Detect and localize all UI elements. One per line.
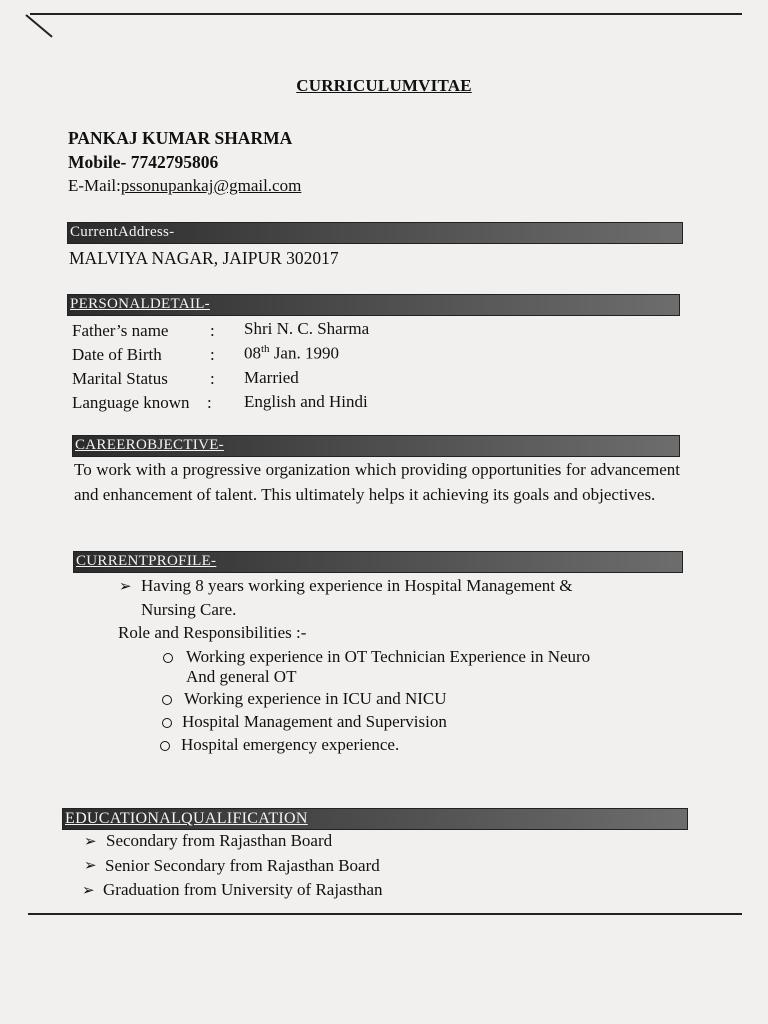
career-objective-text: To work with a progressive organization which providing opportunities for advancement and enhancement of talent. This ultimately helps it achieving its goals and objectives. bbox=[74, 460, 680, 504]
corner-fold-mark bbox=[25, 14, 52, 37]
section-header-personal-detail bbox=[67, 294, 680, 316]
roles-heading: Role and Responsibilities :- bbox=[118, 623, 307, 642]
language-known-label: Language known bbox=[72, 393, 190, 412]
marital-status-value: Married bbox=[244, 368, 299, 387]
education-3-arrow-bullet-icon: ➢ bbox=[82, 883, 95, 899]
experience-line-2: Nursing Care. bbox=[141, 600, 237, 619]
experience-line-1: Having 8 years working experience in Hospital Management & bbox=[141, 576, 573, 595]
experience-arrow-bullet-icon: ➢ bbox=[119, 579, 132, 595]
section-heading-current-profile: CURRENTPROFILE- bbox=[76, 553, 217, 569]
fathers-name-label: Father’s name bbox=[72, 321, 169, 340]
marital-status-colon: : bbox=[210, 369, 215, 388]
candidate-name: PANKAJ KUMAR SHARMA bbox=[68, 128, 293, 148]
section-header-educational-qualification bbox=[62, 808, 688, 830]
dob-day-suffix: th bbox=[261, 343, 270, 355]
education-item-3: Graduation from University of Rajasthan bbox=[103, 880, 383, 899]
role-2: Working experience in ICU and NICU bbox=[184, 689, 447, 708]
email-address: pssonupankaj@gmail.com bbox=[120, 176, 302, 195]
education-2-arrow-bullet-icon: ➢ bbox=[84, 858, 97, 874]
section-header-current-profile bbox=[73, 551, 683, 573]
mobile-number: Mobile- 7742795806 bbox=[68, 152, 219, 172]
role-3-circle-bullet-icon bbox=[162, 718, 172, 728]
language-known-value: English and Hindi bbox=[244, 392, 368, 411]
document-title: CURRICULUMVITAE bbox=[296, 76, 472, 95]
marital-status-label: Marital Status bbox=[72, 369, 168, 388]
section-header-career-objective bbox=[72, 435, 680, 457]
role-1-line-2: And general OT bbox=[186, 667, 297, 686]
role-1-line-1: Working experience in OT Technician Experience in Neuro bbox=[186, 647, 591, 666]
section-header-current-address bbox=[67, 222, 683, 244]
date-of-birth-value bbox=[244, 343, 339, 364]
fathers-name-value: Shri N. C. Sharma bbox=[244, 319, 370, 338]
email-line bbox=[68, 176, 301, 196]
section-heading-current-address: CurrentAddress- bbox=[70, 224, 175, 240]
dob-month-year: Jan. 1990 bbox=[269, 343, 339, 363]
role-2-circle-bullet-icon bbox=[162, 695, 172, 705]
role-1-circle-bullet-icon bbox=[163, 653, 173, 663]
education-1-arrow-bullet-icon: ➢ bbox=[84, 834, 97, 850]
fathers-name-colon: : bbox=[210, 321, 215, 340]
date-of-birth-colon: : bbox=[210, 345, 215, 364]
education-item-1: Secondary from Rajasthan Board bbox=[106, 831, 333, 850]
email-label: E-Mail: bbox=[68, 176, 121, 195]
section-heading-personal-detail: PERSONALDETAIL- bbox=[70, 296, 210, 312]
language-known-colon: : bbox=[207, 393, 212, 412]
bottom-border-line bbox=[28, 913, 742, 915]
role-3: Hospital Management and Supervision bbox=[182, 712, 447, 731]
current-address-value: MALVIYA NAGAR, JAIPUR 302017 bbox=[69, 248, 339, 268]
top-border-line bbox=[30, 13, 742, 15]
role-4: Hospital emergency experience. bbox=[181, 735, 400, 754]
dob-day: 08 bbox=[244, 343, 261, 363]
role-4-circle-bullet-icon bbox=[160, 741, 170, 751]
section-heading-educational-qualification: EDUCATIONALQUALIFICATION bbox=[65, 810, 308, 827]
section-heading-career-objective: CAREEROBJECTIVE- bbox=[75, 437, 224, 453]
education-item-2: Senior Secondary from Rajasthan Board bbox=[105, 856, 380, 875]
date-of-birth-label: Date of Birth bbox=[72, 345, 162, 364]
